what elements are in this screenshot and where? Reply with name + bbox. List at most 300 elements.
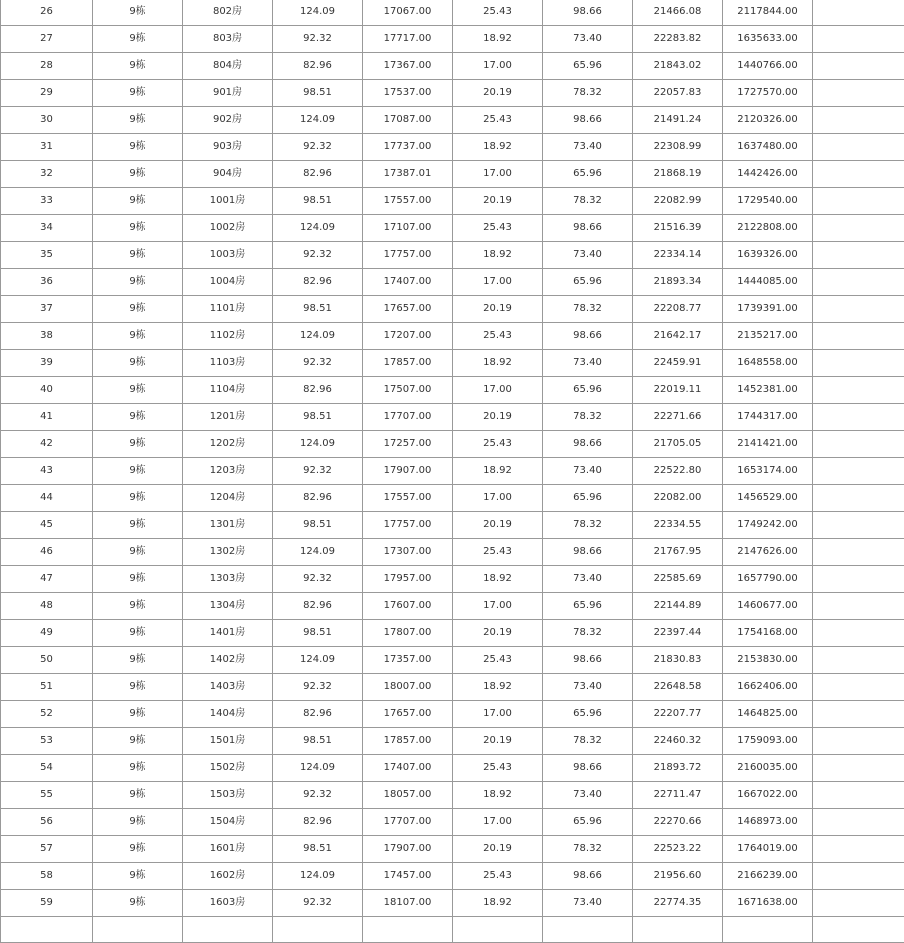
- unit-price-cell: 17957.00: [363, 566, 453, 593]
- remarks-cell: [813, 809, 904, 836]
- table-row: [1, 404, 904, 431]
- shared-area-cell: 18.92: [453, 566, 543, 593]
- table-row: [1, 242, 904, 269]
- table-row: [1, 782, 904, 809]
- table-row: [1, 512, 904, 539]
- usable-unit-price-cell: 21956.60: [633, 863, 723, 890]
- table-row: [1, 26, 904, 53]
- shared-area-cell: [453, 917, 543, 943]
- row-number-cell: 51: [1, 674, 93, 701]
- remarks-cell: [813, 620, 904, 647]
- remarks-cell: [813, 350, 904, 377]
- remarks-cell: [813, 917, 904, 943]
- usable-area-cell: 73.40: [543, 350, 633, 377]
- unit-price-cell: 17907.00: [363, 458, 453, 485]
- usable-unit-price-cell: 22057.83: [633, 80, 723, 107]
- unit-cell: 1103房: [183, 350, 273, 377]
- usable-unit-price-cell: 22283.82: [633, 26, 723, 53]
- remarks-cell: [813, 728, 904, 755]
- unit-cell: 804房: [183, 53, 273, 80]
- unit-price-cell: 17807.00: [363, 620, 453, 647]
- remarks-cell: [813, 431, 904, 458]
- total-price-cell: 1639326.00: [723, 242, 813, 269]
- total-price-cell: 2153830.00: [723, 647, 813, 674]
- unit-cell: 1002房: [183, 215, 273, 242]
- table-row: [1, 917, 904, 943]
- remarks-cell: [813, 215, 904, 242]
- unit-cell: 902房: [183, 107, 273, 134]
- unit-cell: 1401房: [183, 620, 273, 647]
- building-cell: 9栋: [93, 863, 183, 890]
- floor-area-cell: 124.09: [273, 647, 363, 674]
- total-price-cell: 1452381.00: [723, 377, 813, 404]
- shared-area-cell: 20.19: [453, 404, 543, 431]
- unit-cell: [183, 917, 273, 943]
- table-row: [1, 566, 904, 593]
- remarks-cell: [813, 512, 904, 539]
- total-price-cell: 1749242.00: [723, 512, 813, 539]
- usable-area-cell: 73.40: [543, 134, 633, 161]
- floor-area-cell: 98.51: [273, 80, 363, 107]
- building-cell: 9栋: [93, 566, 183, 593]
- table-row: [1, 701, 904, 728]
- remarks-cell: [813, 107, 904, 134]
- shared-area-cell: 17.00: [453, 53, 543, 80]
- table-row: [1, 350, 904, 377]
- usable-unit-price-cell: 22082.00: [633, 485, 723, 512]
- usable-area-cell: 78.32: [543, 188, 633, 215]
- total-price-cell: 2135217.00: [723, 323, 813, 350]
- total-price-cell: 2147626.00: [723, 539, 813, 566]
- building-cell: 9栋: [93, 728, 183, 755]
- usable-area-cell: 73.40: [543, 890, 633, 917]
- shared-area-cell: 20.19: [453, 296, 543, 323]
- total-price-cell: 2120326.00: [723, 107, 813, 134]
- total-price-cell: 1648558.00: [723, 350, 813, 377]
- remarks-cell: [813, 674, 904, 701]
- unit-cell: 1204房: [183, 485, 273, 512]
- row-number-cell: 47: [1, 566, 93, 593]
- unit-cell: 904房: [183, 161, 273, 188]
- usable-unit-price-cell: 22082.99: [633, 188, 723, 215]
- unit-price-cell: 17857.00: [363, 728, 453, 755]
- unit-price-cell: 17537.00: [363, 80, 453, 107]
- unit-price-cell: 17707.00: [363, 404, 453, 431]
- unit-cell: 1203房: [183, 458, 273, 485]
- total-price-cell: 1653174.00: [723, 458, 813, 485]
- unit-cell: 1001房: [183, 188, 273, 215]
- row-number-cell: 57: [1, 836, 93, 863]
- usable-area-cell: 73.40: [543, 674, 633, 701]
- shared-area-cell: 17.00: [453, 809, 543, 836]
- unit-price-cell: 17717.00: [363, 26, 453, 53]
- usable-area-cell: 73.40: [543, 242, 633, 269]
- unit-cell: 1004房: [183, 269, 273, 296]
- usable-unit-price-cell: 21767.95: [633, 539, 723, 566]
- remarks-cell: [813, 566, 904, 593]
- row-number-cell: 38: [1, 323, 93, 350]
- building-cell: 9栋: [93, 701, 183, 728]
- floor-area-cell: 92.32: [273, 782, 363, 809]
- floor-area-cell: 98.51: [273, 620, 363, 647]
- unit-price-cell: 17067.00: [363, 0, 453, 26]
- unit-cell: 1201房: [183, 404, 273, 431]
- unit-cell: 1402房: [183, 647, 273, 674]
- floor-area-cell: 92.32: [273, 566, 363, 593]
- unit-price-cell: 17607.00: [363, 593, 453, 620]
- total-price-cell: 1637480.00: [723, 134, 813, 161]
- total-price-cell: 1442426.00: [723, 161, 813, 188]
- table-row: [1, 836, 904, 863]
- row-number-cell: [1, 917, 93, 943]
- row-number-cell: 32: [1, 161, 93, 188]
- row-number-cell: 44: [1, 485, 93, 512]
- total-price-cell: 1759093.00: [723, 728, 813, 755]
- usable-unit-price-cell: 21642.17: [633, 323, 723, 350]
- usable-area-cell: 98.66: [543, 539, 633, 566]
- floor-area-cell: 92.32: [273, 350, 363, 377]
- shared-area-cell: 17.00: [453, 377, 543, 404]
- row-number-cell: 39: [1, 350, 93, 377]
- usable-area-cell: 98.66: [543, 323, 633, 350]
- building-cell: 9栋: [93, 26, 183, 53]
- table-row: [1, 188, 904, 215]
- unit-price-cell: 17457.00: [363, 863, 453, 890]
- total-price-cell: 2141421.00: [723, 431, 813, 458]
- row-number-cell: 48: [1, 593, 93, 620]
- row-number-cell: 27: [1, 26, 93, 53]
- shared-area-cell: 17.00: [453, 593, 543, 620]
- building-cell: 9栋: [93, 296, 183, 323]
- total-price-cell: 1754168.00: [723, 620, 813, 647]
- row-number-cell: 56: [1, 809, 93, 836]
- row-number-cell: 30: [1, 107, 93, 134]
- table-row: [1, 134, 904, 161]
- usable-unit-price-cell: 22208.77: [633, 296, 723, 323]
- floor-area-cell: 98.51: [273, 404, 363, 431]
- unit-cell: 1302房: [183, 539, 273, 566]
- usable-unit-price-cell: 22397.44: [633, 620, 723, 647]
- building-cell: 9栋: [93, 431, 183, 458]
- unit-cell: 803房: [183, 26, 273, 53]
- shared-area-cell: 17.00: [453, 161, 543, 188]
- usable-unit-price-cell: 22308.99: [633, 134, 723, 161]
- row-number-cell: 59: [1, 890, 93, 917]
- remarks-cell: [813, 539, 904, 566]
- building-cell: 9栋: [93, 107, 183, 134]
- building-cell: 9栋: [93, 836, 183, 863]
- row-number-cell: 52: [1, 701, 93, 728]
- shared-area-cell: 18.92: [453, 134, 543, 161]
- shared-area-cell: 25.43: [453, 755, 543, 782]
- row-number-cell: 49: [1, 620, 93, 647]
- total-price-cell: 1460677.00: [723, 593, 813, 620]
- table-row: [1, 458, 904, 485]
- total-price-cell: 2166239.00: [723, 863, 813, 890]
- shared-area-cell: 18.92: [453, 458, 543, 485]
- building-cell: 9栋: [93, 647, 183, 674]
- table-row: [1, 431, 904, 458]
- shared-area-cell: 25.43: [453, 215, 543, 242]
- building-cell: 9栋: [93, 620, 183, 647]
- table-row: [1, 107, 904, 134]
- floor-area-cell: 98.51: [273, 296, 363, 323]
- floor-area-cell: 82.96: [273, 593, 363, 620]
- total-price-cell: 1657790.00: [723, 566, 813, 593]
- total-price-cell: 1468973.00: [723, 809, 813, 836]
- unit-cell: 1501房: [183, 728, 273, 755]
- floor-area-cell: 124.09: [273, 863, 363, 890]
- unit-price-cell: 17367.00: [363, 53, 453, 80]
- unit-cell: 1601房: [183, 836, 273, 863]
- remarks-cell: [813, 647, 904, 674]
- floor-area-cell: 98.51: [273, 836, 363, 863]
- total-price-cell: [723, 917, 813, 943]
- unit-price-cell: 17357.00: [363, 647, 453, 674]
- usable-area-cell: 98.66: [543, 647, 633, 674]
- remarks-cell: [813, 890, 904, 917]
- remarks-cell: [813, 0, 904, 26]
- building-cell: 9栋: [93, 53, 183, 80]
- shared-area-cell: 20.19: [453, 620, 543, 647]
- floor-area-cell: 98.51: [273, 188, 363, 215]
- unit-price-cell: 18057.00: [363, 782, 453, 809]
- unit-cell: 1003房: [183, 242, 273, 269]
- row-number-cell: 53: [1, 728, 93, 755]
- shared-area-cell: 18.92: [453, 890, 543, 917]
- remarks-cell: [813, 80, 904, 107]
- usable-area-cell: 78.32: [543, 296, 633, 323]
- shared-area-cell: 18.92: [453, 674, 543, 701]
- floor-area-cell: 124.09: [273, 431, 363, 458]
- building-cell: 9栋: [93, 485, 183, 512]
- row-number-cell: 34: [1, 215, 93, 242]
- usable-unit-price-cell: 22207.77: [633, 701, 723, 728]
- usable-unit-price-cell: 22270.66: [633, 809, 723, 836]
- row-number-cell: 40: [1, 377, 93, 404]
- remarks-cell: [813, 458, 904, 485]
- remarks-cell: [813, 701, 904, 728]
- unit-price-cell: 17557.00: [363, 485, 453, 512]
- building-cell: 9栋: [93, 674, 183, 701]
- unit-cell: 1504房: [183, 809, 273, 836]
- unit-cell: 1303房: [183, 566, 273, 593]
- building-cell: 9栋: [93, 350, 183, 377]
- table-row: [1, 323, 904, 350]
- floor-area-cell: 124.09: [273, 323, 363, 350]
- row-number-cell: 45: [1, 512, 93, 539]
- shared-area-cell: 25.43: [453, 107, 543, 134]
- remarks-cell: [813, 134, 904, 161]
- shared-area-cell: 20.19: [453, 80, 543, 107]
- usable-area-cell: 73.40: [543, 26, 633, 53]
- usable-area-cell: 78.32: [543, 512, 633, 539]
- usable-unit-price-cell: 22523.22: [633, 836, 723, 863]
- building-cell: 9栋: [93, 188, 183, 215]
- unit-price-cell: [363, 917, 453, 943]
- unit-price-cell: 17857.00: [363, 350, 453, 377]
- shared-area-cell: 20.19: [453, 836, 543, 863]
- unit-price-cell: 17407.00: [363, 755, 453, 782]
- building-cell: 9栋: [93, 161, 183, 188]
- building-cell: 9栋: [93, 80, 183, 107]
- table-row: [1, 80, 904, 107]
- unit-cell: 1502房: [183, 755, 273, 782]
- building-cell: 9栋: [93, 242, 183, 269]
- shared-area-cell: 25.43: [453, 539, 543, 566]
- usable-area-cell: [543, 917, 633, 943]
- unit-cell: 1602房: [183, 863, 273, 890]
- row-number-cell: 43: [1, 458, 93, 485]
- unit-price-cell: 17387.01: [363, 161, 453, 188]
- row-number-cell: 33: [1, 188, 93, 215]
- table-row: [1, 377, 904, 404]
- row-number-cell: 35: [1, 242, 93, 269]
- row-number-cell: 28: [1, 53, 93, 80]
- usable-unit-price-cell: 22271.66: [633, 404, 723, 431]
- total-price-cell: 1739391.00: [723, 296, 813, 323]
- building-cell: 9栋: [93, 809, 183, 836]
- row-number-cell: 41: [1, 404, 93, 431]
- remarks-cell: [813, 161, 904, 188]
- shared-area-cell: 25.43: [453, 431, 543, 458]
- shared-area-cell: 18.92: [453, 350, 543, 377]
- unit-cell: 901房: [183, 80, 273, 107]
- shared-area-cell: 20.19: [453, 188, 543, 215]
- building-cell: 9栋: [93, 269, 183, 296]
- table-row: [1, 0, 904, 26]
- building-cell: 9栋: [93, 755, 183, 782]
- floor-area-cell: 92.32: [273, 26, 363, 53]
- usable-area-cell: 73.40: [543, 458, 633, 485]
- row-number-cell: 50: [1, 647, 93, 674]
- unit-cell: 802房: [183, 0, 273, 26]
- floor-area-cell: 98.51: [273, 512, 363, 539]
- usable-area-cell: 98.66: [543, 863, 633, 890]
- usable-area-cell: 78.32: [543, 836, 633, 863]
- usable-unit-price-cell: 22334.14: [633, 242, 723, 269]
- unit-price-cell: 17657.00: [363, 701, 453, 728]
- usable-unit-price-cell: 21491.24: [633, 107, 723, 134]
- remarks-cell: [813, 782, 904, 809]
- table-row: [1, 647, 904, 674]
- total-price-cell: 1444085.00: [723, 269, 813, 296]
- total-price-cell: 1464825.00: [723, 701, 813, 728]
- building-cell: 9栋: [93, 134, 183, 161]
- row-number-cell: 54: [1, 755, 93, 782]
- building-cell: 9栋: [93, 323, 183, 350]
- unit-price-cell: 17257.00: [363, 431, 453, 458]
- table-row: [1, 620, 904, 647]
- floor-area-cell: 82.96: [273, 53, 363, 80]
- usable-area-cell: 65.96: [543, 53, 633, 80]
- remarks-cell: [813, 593, 904, 620]
- table-row: [1, 485, 904, 512]
- floor-area-cell: 82.96: [273, 269, 363, 296]
- floor-area-cell: 82.96: [273, 161, 363, 188]
- floor-area-cell: 82.96: [273, 701, 363, 728]
- unit-cell: 1603房: [183, 890, 273, 917]
- floor-area-cell: [273, 917, 363, 943]
- shared-area-cell: 20.19: [453, 728, 543, 755]
- usable-unit-price-cell: 21843.02: [633, 53, 723, 80]
- shared-area-cell: 17.00: [453, 701, 543, 728]
- table-row: [1, 269, 904, 296]
- shared-area-cell: 17.00: [453, 485, 543, 512]
- total-price-cell: 2160035.00: [723, 755, 813, 782]
- building-cell: 9栋: [93, 404, 183, 431]
- floor-area-cell: 92.32: [273, 458, 363, 485]
- remarks-cell: [813, 404, 904, 431]
- table-row: [1, 215, 904, 242]
- building-cell: 9栋: [93, 890, 183, 917]
- unit-cell: 1102房: [183, 323, 273, 350]
- remarks-cell: [813, 53, 904, 80]
- row-number-cell: 37: [1, 296, 93, 323]
- usable-area-cell: 78.32: [543, 620, 633, 647]
- usable-area-cell: 98.66: [543, 0, 633, 26]
- table-row: [1, 539, 904, 566]
- floor-area-cell: 92.32: [273, 134, 363, 161]
- table-row: [1, 728, 904, 755]
- table-row: [1, 863, 904, 890]
- remarks-cell: [813, 863, 904, 890]
- table-row: [1, 161, 904, 188]
- unit-price-cell: 17737.00: [363, 134, 453, 161]
- usable-unit-price-cell: 22648.58: [633, 674, 723, 701]
- remarks-cell: [813, 323, 904, 350]
- unit-cell: 1403房: [183, 674, 273, 701]
- unit-cell: 1503房: [183, 782, 273, 809]
- usable-unit-price-cell: 22459.91: [633, 350, 723, 377]
- floor-area-cell: 92.32: [273, 890, 363, 917]
- usable-unit-price-cell: 22585.69: [633, 566, 723, 593]
- table-body: [1, 0, 904, 943]
- usable-unit-price-cell: 21516.39: [633, 215, 723, 242]
- building-cell: [93, 917, 183, 943]
- unit-cell: 1202房: [183, 431, 273, 458]
- building-cell: 9栋: [93, 458, 183, 485]
- usable-unit-price-cell: 22522.80: [633, 458, 723, 485]
- usable-unit-price-cell: 22334.55: [633, 512, 723, 539]
- usable-area-cell: 73.40: [543, 782, 633, 809]
- row-number-cell: 55: [1, 782, 93, 809]
- total-price-cell: 1440766.00: [723, 53, 813, 80]
- floor-area-cell: 82.96: [273, 809, 363, 836]
- total-price-cell: 1764019.00: [723, 836, 813, 863]
- total-price-cell: 2122808.00: [723, 215, 813, 242]
- remarks-cell: [813, 242, 904, 269]
- unit-price-cell: 17407.00: [363, 269, 453, 296]
- total-price-cell: 2117844.00: [723, 0, 813, 26]
- floor-area-cell: 124.09: [273, 107, 363, 134]
- floor-area-cell: 124.09: [273, 539, 363, 566]
- row-number-cell: 36: [1, 269, 93, 296]
- row-number-cell: 46: [1, 539, 93, 566]
- total-price-cell: 1671638.00: [723, 890, 813, 917]
- usable-area-cell: 73.40: [543, 566, 633, 593]
- shared-area-cell: 17.00: [453, 269, 543, 296]
- usable-unit-price-cell: 21466.08: [633, 0, 723, 26]
- unit-price-cell: 17507.00: [363, 377, 453, 404]
- unit-price-cell: 17707.00: [363, 809, 453, 836]
- usable-unit-price-cell: 21868.19: [633, 161, 723, 188]
- usable-area-cell: 65.96: [543, 269, 633, 296]
- unit-price-cell: 18007.00: [363, 674, 453, 701]
- usable-area-cell: 65.96: [543, 485, 633, 512]
- unit-cell: 1104房: [183, 377, 273, 404]
- unit-price-cell: 18107.00: [363, 890, 453, 917]
